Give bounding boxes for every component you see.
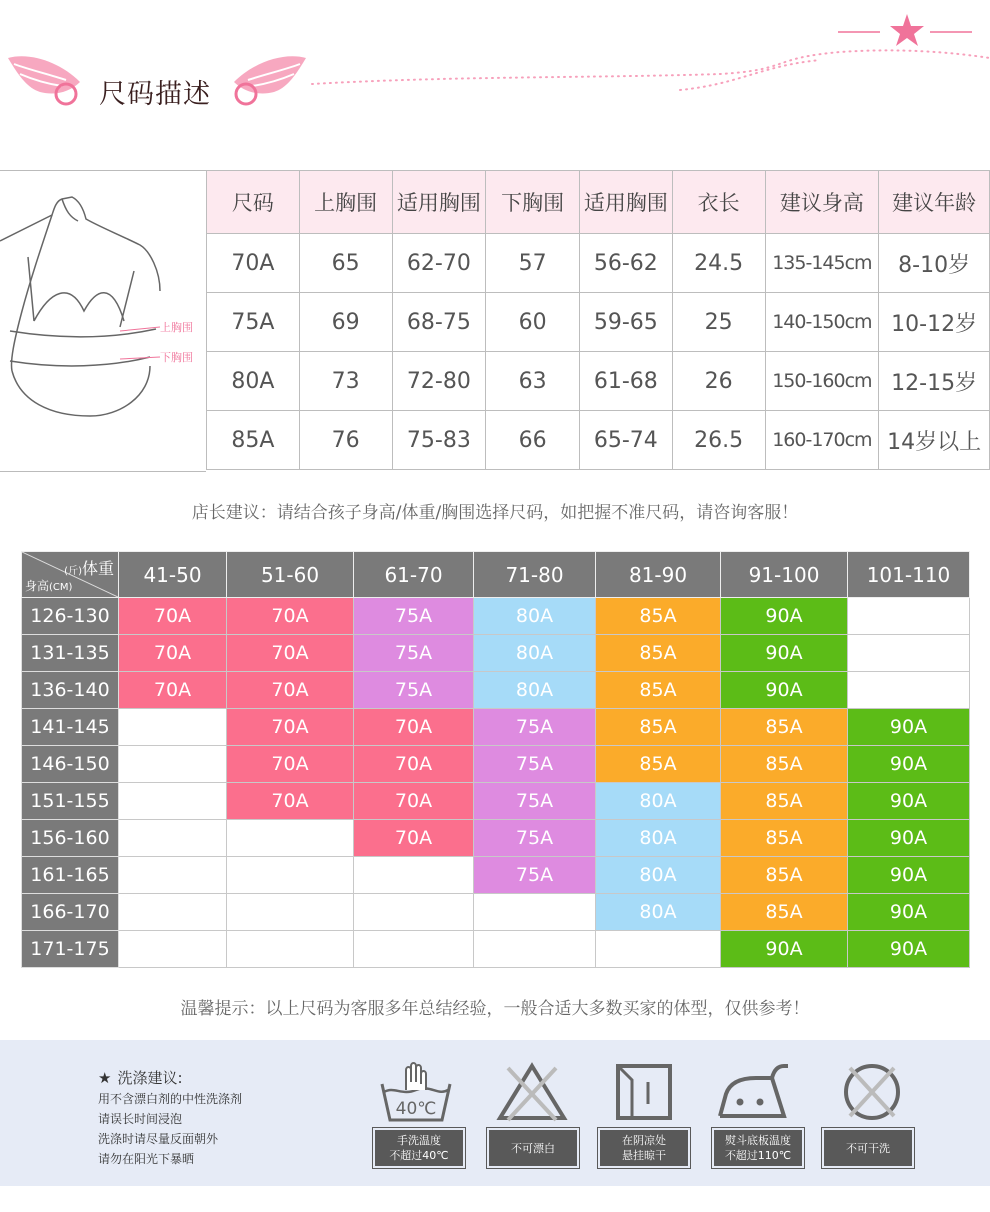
size-cell [474, 931, 596, 968]
table-cell: 65-74 [579, 411, 672, 470]
table-cell: 68-75 [392, 293, 486, 352]
size-cell [354, 894, 474, 931]
size-cell: 70A [227, 783, 354, 820]
hand-wash-icon [376, 1060, 456, 1124]
size-cell [227, 931, 354, 968]
matrix-row [22, 931, 970, 968]
care-section [0, 1040, 990, 1186]
table-row [207, 411, 990, 470]
size-cell [354, 857, 474, 894]
size-cell: 90A [848, 746, 970, 783]
size-cell: 85A [721, 709, 848, 746]
matrix-row [22, 746, 970, 783]
weight-header: (斤)体重 [64, 559, 114, 578]
table-cell: 72-80 [392, 352, 486, 411]
table-row [207, 352, 990, 411]
column-header: 下胸围 [486, 171, 580, 234]
star-icon: ★ [98, 1069, 112, 1087]
size-cell: 85A [721, 894, 848, 931]
matrix-row [22, 672, 970, 709]
size-cell: 70A [354, 709, 474, 746]
table-cell: 26.5 [672, 411, 765, 470]
care-title: ★ 洗涤建议: [98, 1069, 183, 1087]
size-cell [119, 783, 227, 820]
size-cell: 80A [596, 894, 721, 931]
size-cell: 85A [721, 783, 848, 820]
size-section [0, 170, 990, 472]
size-cell: 90A [848, 894, 970, 931]
weight-column-header: 41-50 [119, 552, 227, 598]
table-cell: 140-150cm [765, 293, 879, 352]
size-cell: 70A [227, 672, 354, 709]
weight-column-header: 71-80 [474, 552, 596, 598]
size-cell: 90A [848, 857, 970, 894]
matrix-header-row [22, 552, 970, 598]
height-row-label: 171-175 [22, 931, 119, 968]
table-cell: 80A [207, 352, 300, 411]
size-cell: 75A [354, 635, 474, 672]
matrix-row [22, 894, 970, 931]
size-cell: 70A [119, 672, 227, 709]
height-row-label: 131-135 [22, 635, 119, 672]
size-cell: 70A [354, 783, 474, 820]
care-tip: 请误长时间浸泡 [98, 1112, 183, 1126]
care-tip: 用不含漂白剂的中性洗涤剂 [98, 1092, 243, 1106]
iron-icon [712, 1060, 792, 1124]
star-icon [890, 14, 924, 46]
height-row-label: 161-165 [22, 857, 119, 894]
care-label-no-bleach: 不可漂白 [487, 1128, 579, 1168]
height-row-label: 146-150 [22, 746, 119, 783]
size-cell [848, 672, 970, 709]
size-cell: 90A [848, 709, 970, 746]
size-cell: 75A [474, 857, 596, 894]
table-cell: 70A [207, 234, 300, 293]
height-row-label: 136-140 [22, 672, 119, 709]
size-cell: 75A [474, 746, 596, 783]
column-header: 建议身高 [765, 171, 879, 234]
size-cell [848, 598, 970, 635]
size-cell: 80A [474, 598, 596, 635]
size-cell: 70A [227, 746, 354, 783]
column-header: 上胸围 [299, 171, 392, 234]
size-cell: 80A [596, 783, 721, 820]
column-header: 建议年龄 [879, 171, 990, 234]
table-cell: 12-15岁 [879, 352, 990, 411]
size-cell: 90A [848, 820, 970, 857]
size-cell: 90A [721, 931, 848, 968]
size-cell: 85A [596, 746, 721, 783]
table-cell: 76 [299, 411, 392, 470]
size-cell: 80A [596, 820, 721, 857]
size-cell: 70A [354, 746, 474, 783]
table-cell: 56-62 [579, 234, 672, 293]
size-cell [596, 931, 721, 968]
weight-column-header: 51-60 [227, 552, 354, 598]
table-cell: 65 [299, 234, 392, 293]
table-cell: 75-83 [392, 411, 486, 470]
table-cell: 73 [299, 352, 392, 411]
size-table [206, 170, 990, 470]
care-label-shade-dry: 在阴凉处 悬挂晾干 [598, 1128, 690, 1168]
height-header: 身高(CM) [25, 579, 73, 593]
size-table-header-row [207, 171, 990, 234]
size-cell [227, 820, 354, 857]
size-cell: 80A [596, 857, 721, 894]
care-tips [98, 1068, 242, 1169]
table-cell: 62-70 [392, 234, 486, 293]
weight-column-header: 81-90 [596, 552, 721, 598]
table-cell: 24.5 [672, 234, 765, 293]
page-title: 尺码描述 [99, 79, 211, 110]
table-row [207, 293, 990, 352]
size-cell: 85A [596, 635, 721, 672]
size-cell: 70A [227, 709, 354, 746]
size-cell: 75A [354, 672, 474, 709]
matrix-row [22, 783, 970, 820]
column-header: 衣长 [672, 171, 765, 234]
matrix-row [22, 857, 970, 894]
size-matrix-table [21, 551, 970, 968]
weight-column-header: 101-110 [848, 552, 970, 598]
matrix-row [22, 635, 970, 672]
size-cell: 75A [354, 598, 474, 635]
care-label-no-dry-clean: 不可干洗 [822, 1128, 914, 1168]
size-cell [119, 931, 227, 968]
size-cell [848, 635, 970, 672]
size-cell: 75A [474, 820, 596, 857]
table-cell: 59-65 [579, 293, 672, 352]
lower-chest-label: 下胸围 [160, 351, 193, 364]
size-cell: 85A [721, 857, 848, 894]
size-cell [119, 894, 227, 931]
size-cell: 85A [596, 672, 721, 709]
mannequin-diagram [0, 170, 206, 472]
care-tip: 请勿在阳光下暴晒 [98, 1152, 195, 1166]
table-cell: 63 [486, 352, 580, 411]
matrix-row [22, 598, 970, 635]
size-cell: 75A [474, 783, 596, 820]
size-cell: 70A [119, 635, 227, 672]
table-cell: 60 [486, 293, 580, 352]
table-cell: 85A [207, 411, 300, 470]
weight-column-header: 91-100 [721, 552, 848, 598]
table-cell: 160-170cm [765, 411, 879, 470]
size-cell: 80A [474, 672, 596, 709]
size-cell: 70A [227, 635, 354, 672]
size-cell: 90A [848, 783, 970, 820]
bra-mannequin-icon [0, 171, 206, 471]
upper-chest-label: 上胸围 [160, 321, 193, 334]
matrix-row [22, 820, 970, 857]
size-cell [474, 894, 596, 931]
column-header: 适用胸围 [579, 171, 672, 234]
size-cell: 85A [596, 598, 721, 635]
size-cell: 70A [227, 598, 354, 635]
height-row-label: 156-160 [22, 820, 119, 857]
shade-dry-icon [604, 1060, 684, 1124]
size-cell [227, 857, 354, 894]
size-cell: 75A [474, 709, 596, 746]
table-row [207, 234, 990, 293]
height-row-label: 141-145 [22, 709, 119, 746]
table-cell: 150-160cm [765, 352, 879, 411]
height-row-label: 166-170 [22, 894, 119, 931]
size-cell [119, 746, 227, 783]
care-tip: 洗涤时请尽量反面朝外 [98, 1132, 219, 1146]
table-cell: 57 [486, 234, 580, 293]
left-wing-icon [8, 56, 80, 104]
kind-reminder-note: 温馨提示：以上尺码为客服多年总结经验，一般合适大多数买家的体型，仅供参考！ [180, 999, 810, 1019]
weight-column-header: 61-70 [354, 552, 474, 598]
column-header: 尺码 [207, 171, 300, 234]
size-cell: 85A [721, 746, 848, 783]
size-cell [227, 894, 354, 931]
size-cell: 80A [474, 635, 596, 672]
size-cell: 90A [721, 635, 848, 672]
size-cell: 85A [721, 820, 848, 857]
care-label-hand-wash: 手洗温度 不超过40℃ [373, 1128, 465, 1168]
care-label-iron: 熨斗底板温度 不超过110℃ [712, 1128, 804, 1168]
height-row-label: 151-155 [22, 783, 119, 820]
table-cell: 26 [672, 352, 765, 411]
size-cell: 90A [721, 672, 848, 709]
table-cell: 75A [207, 293, 300, 352]
size-cell: 70A [119, 598, 227, 635]
size-cell: 70A [354, 820, 474, 857]
table-cell: 8-10岁 [879, 234, 990, 293]
store-advice-note: 店长建议：请结合孩子身高/体重/胸围选择尺码，如把握不准尺码，请咨询客服！ [191, 503, 799, 523]
matrix-row [22, 709, 970, 746]
page-header [0, 0, 990, 130]
table-cell: 10-12岁 [879, 293, 990, 352]
size-cell: 85A [596, 709, 721, 746]
column-header: 适用胸围 [392, 171, 486, 234]
svg-text:40℃: 40℃ [395, 1099, 437, 1119]
right-wing-icon [234, 56, 306, 104]
table-cell: 135-145cm [765, 234, 879, 293]
table-cell: 66 [486, 411, 580, 470]
size-cell [119, 820, 227, 857]
matrix-corner [22, 552, 119, 598]
table-cell: 69 [299, 293, 392, 352]
size-cell: 90A [721, 598, 848, 635]
table-cell: 25 [672, 293, 765, 352]
size-cell [354, 931, 474, 968]
size-cell [119, 857, 227, 894]
no-bleach-icon [492, 1060, 572, 1124]
table-cell: 61-68 [579, 352, 672, 411]
table-cell: 14岁以上 [879, 411, 990, 470]
height-row-label: 126-130 [22, 598, 119, 635]
size-cell: 90A [848, 931, 970, 968]
no-dry-clean-icon [832, 1060, 912, 1124]
size-cell [119, 709, 227, 746]
